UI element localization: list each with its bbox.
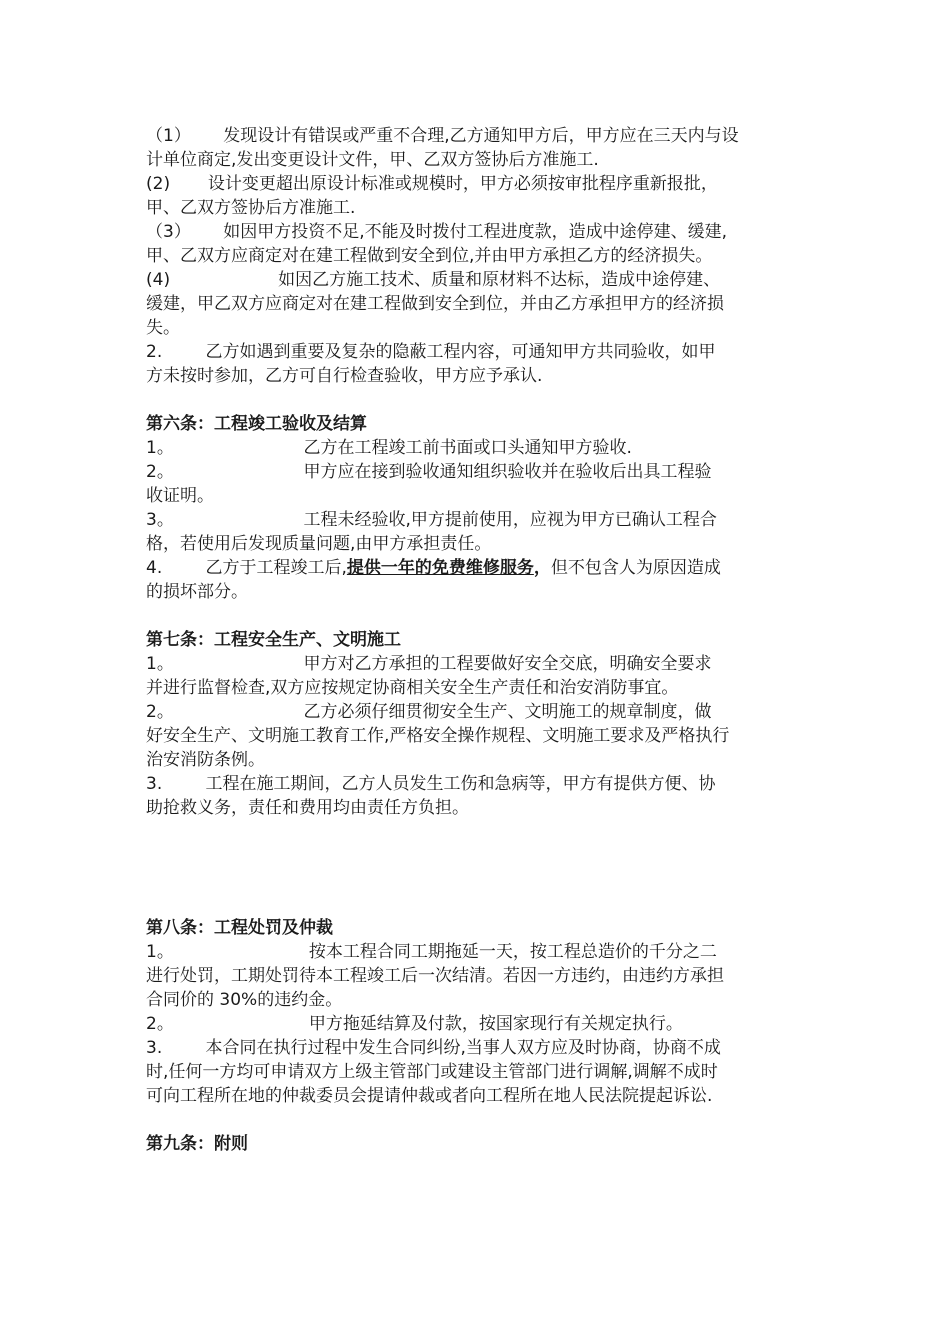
section-heading: 第六条：工程竣工验收及结算 <box>146 414 367 434</box>
paragraph-line: (2) 设计变更超出原设计标准或规模时，甲方必须按审批程序重新报批， <box>146 174 718 194</box>
paragraph-line: (4) 如因乙方施工技术、质量和原材料不达标，造成中途停建、 <box>146 270 721 290</box>
paragraph-line: 1。 乙方在工程竣工前书面或口头通知甲方验收. <box>146 438 632 458</box>
paragraph-line: 缓建，甲乙双方应商定对在建工程做到安全到位，并由乙方承担甲方的经济损 <box>146 294 724 314</box>
line-text: 4. 乙方于工程竣工后, <box>146 558 347 578</box>
paragraph-line: 1。 按本工程合同工期拖延一天，按工程总造价的千分之二 <box>146 942 717 962</box>
paragraph-line: 并进行监督检查,双方应按规定协商相关安全生产责任和治安消防事宜。 <box>146 678 679 698</box>
paragraph-line: 甲、乙双方签协后方准施工. <box>146 198 356 218</box>
paragraph-line: 格，若使用后发现质量问题,由甲方承担责任。 <box>146 534 492 554</box>
paragraph-line: （3） 如因甲方投资不足,不能及时拨付工程进度款，造成中途停建、缓建, <box>146 222 728 242</box>
paragraph-line: 2. 乙方如遇到重要及复杂的隐蔽工程内容，可通知甲方共同验收，如甲 <box>146 342 716 362</box>
paragraph-line: 时,任何一方均可申请双方上级主管部门或建设主管部门进行调解,调解不成时 <box>146 1062 718 1082</box>
paragraph-line <box>146 556 814 580</box>
paragraph-line: 甲、乙双方应商定对在建工程做到安全到位,并由甲方承担乙方的经济损失。 <box>146 246 713 266</box>
line-text: ， <box>533 558 551 578</box>
paragraph-line: 3. 本合同在执行过程中发生合同纠纷,当事人双方应及时协商，协商不成 <box>146 1038 721 1058</box>
paragraph-line: 3. 工程在施工期间，乙方人员发生工伤和急病等，甲方有提供方便、协 <box>146 774 716 794</box>
section-heading: 第九条：附则 <box>146 1134 248 1154</box>
paragraph-line: 合同价的 30%的违约金。 <box>146 990 343 1010</box>
section-heading: 第七条：工程安全生产、文明施工 <box>146 630 401 650</box>
line-text: 但不包含人为原因造成 <box>550 558 721 578</box>
paragraph-line: 方未按时参加，乙方可自行检查验收，甲方应予承认. <box>146 366 543 386</box>
paragraph-line: 治安消防条例。 <box>146 750 265 770</box>
paragraph-line: 3。 工程未经验收,甲方提前使用，应视为甲方已确认工程合 <box>146 510 717 530</box>
paragraph-line: 2。 乙方必须仔细贯彻安全生产、文明施工的规章制度，做 <box>146 702 712 722</box>
paragraph-line: 失。 <box>146 318 180 338</box>
warranty-highlight: 提供一年的免费维修服务 <box>346 558 534 578</box>
paragraph-line: 收证明。 <box>146 486 214 506</box>
paragraph-line: 助抢救义务，责任和费用均由责任方负担。 <box>146 798 469 818</box>
paragraph-line: 好安全生产、文明施工教育工作,严格安全操作规程、文明施工要求及严格执行 <box>146 726 730 746</box>
paragraph-line: 的损坏部分。 <box>146 582 248 602</box>
section-heading: 第八条：工程处罚及仲裁 <box>146 918 333 938</box>
paragraph-line: 2。 甲方拖延结算及付款，按国家现行有关规定执行。 <box>146 1014 683 1034</box>
paragraph-line: 进行处罚，工期处罚待本工程竣工后一次结清。若因一方违约，由违约方承担 <box>146 966 724 986</box>
paragraph-line: 可向工程所在地的仲裁委员会提请仲裁或者向工程所在地人民法院提起诉讼. <box>146 1086 713 1106</box>
paragraph-line: 计单位商定,发出变更设计文件，甲、乙双方签协后方准施工. <box>146 150 599 170</box>
paragraph-line: 1。 甲方对乙方承担的工程要做好安全交底，明确安全要求 <box>146 654 712 674</box>
paragraph-line: 2。 甲方应在接到验收通知组织验收并在验收后出具工程验 <box>146 462 712 482</box>
paragraph-line: （1） 发现设计有错误或严重不合理,乙方通知甲方后，甲方应在三天内与设 <box>146 126 739 146</box>
contract-page <box>146 124 814 1156</box>
